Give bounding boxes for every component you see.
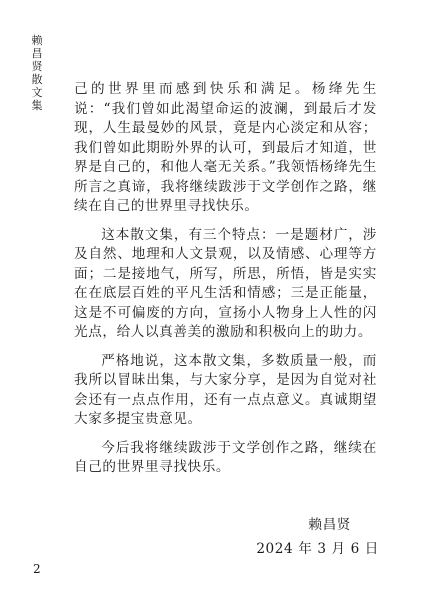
paragraph-quality: 严格地说，这本散文集，多数质量一般，而我所以冒昧出集，与大家分享，是因为自觉对社会还有一点点作用，还有一点点意义。真诚期望大家多提宝贵意见。 bbox=[74, 352, 377, 427]
paragraph-features: 这本散文集，有三个特点：一是题材广，涉及自然、地理和人文景观，以及情感、心理等方面；二是接地气，所写，所思，所悟，皆是实实在在底层百姓的平凡生活和情感；三是正能量，这是不可偏废的方向，宣扬小人物身上人性的闪光点，给人以真善美的激励和积极向上的助力。 bbox=[74, 226, 377, 340]
paragraph-continuation: 己的世界里而感到快乐和满足。杨绛先生说：“我们曾如此渴望命运的波澜，到最后才发现，人生最曼妙的风景，竟是内心淡定和从容；我们曾如此期盼外界的认可，到最后才知道，世界是自己的，和他人毫无关系。”我领悟杨绛先生所言之真谛，我将继续跋涉于文学创作之路，继续在自己的世界里寻找快乐。 bbox=[74, 81, 377, 214]
page-number: 2 bbox=[33, 562, 41, 576]
paragraph-future: 今后我将继续跋涉于文学创作之路，继续在自己的世界里寻找快乐。 bbox=[74, 439, 377, 475]
signature-author: 赖昌贤 bbox=[308, 517, 351, 533]
running-header-book-title: 赖昌贤散文集 bbox=[31, 34, 43, 112]
signature-block bbox=[256, 513, 379, 561]
signature-date: 2024 年 3 月 6 日 bbox=[256, 541, 379, 557]
body-text bbox=[74, 80, 377, 478]
